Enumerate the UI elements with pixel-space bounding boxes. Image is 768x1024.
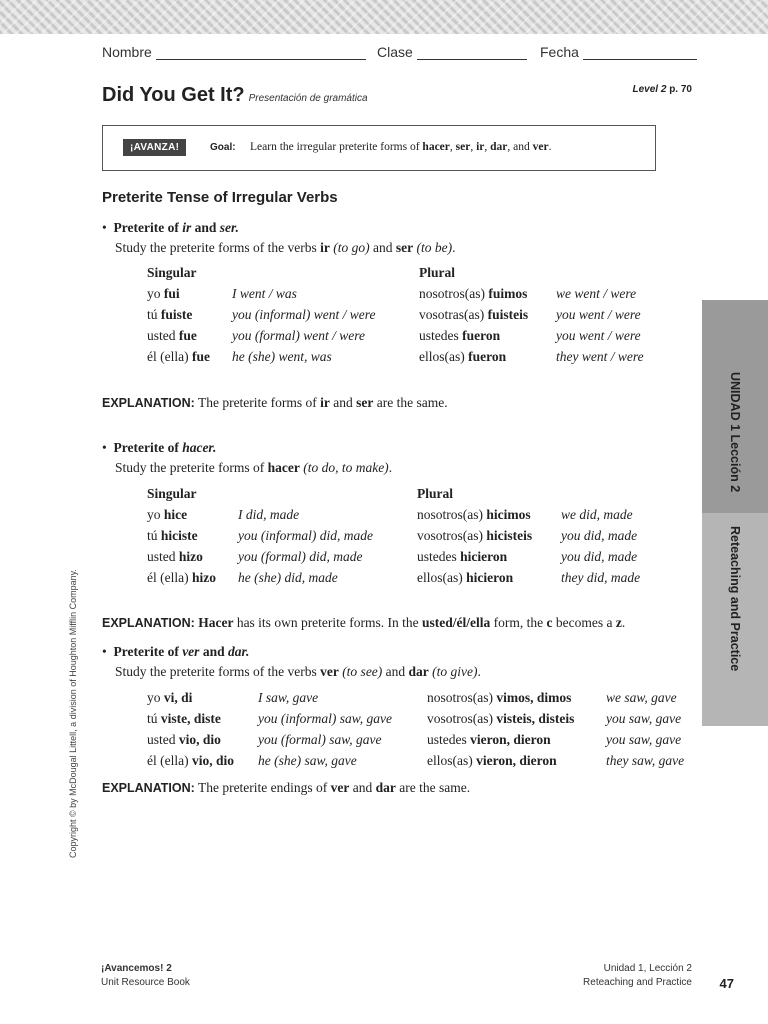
page-number: 47 — [719, 976, 734, 991]
ver-dar-study-ver-tr: (to see) — [338, 664, 383, 679]
side-tab-unit-label: UNIDAD 1 Lección 2 — [728, 372, 742, 493]
hacer-head-verb: hacer. — [182, 440, 217, 455]
bullet-dot: • — [102, 440, 107, 455]
plural-form — [427, 750, 557, 771]
singular-form — [147, 283, 180, 304]
plural-form — [419, 283, 527, 304]
ver-dar-heading — [102, 642, 481, 662]
hacer-study-end: . — [388, 460, 393, 475]
footer-resource: Unit Resource Book — [101, 977, 190, 988]
nombre-label: Nombre — [102, 44, 152, 60]
singular-translation: you (informal) did, made — [238, 528, 373, 543]
verb-form: vieron, dieron — [470, 732, 551, 747]
ver-dar-expl-end: are the same. — [395, 780, 471, 795]
hacer-study-verb: hacer — [267, 460, 300, 475]
hacer-bullet — [102, 438, 392, 478]
goal-text-a: Learn the irregular preterite forms of — [250, 141, 423, 153]
pronoun: ustedes — [427, 732, 471, 747]
verb-form: hizo — [178, 549, 203, 564]
goal-dar: dar — [490, 141, 508, 153]
ver-dar-expl-and: and — [349, 780, 376, 795]
plural-label: Plural — [419, 265, 455, 280]
ir-ser-study-a: Study the preterite forms of the verbs — [115, 240, 321, 255]
ver-dar-head-a: Preterite of — [113, 644, 183, 659]
avanza-badge: ¡AVANZA! — [123, 139, 186, 156]
verb-form: vieron, dieron — [476, 753, 557, 768]
conjugation-row — [147, 346, 667, 367]
pronoun: él (ella) — [147, 349, 192, 364]
pronoun: ellos(as) — [419, 349, 469, 364]
hacer-expl-hacer: Hacer — [194, 615, 234, 630]
ir-ser-head-ser: ser. — [219, 220, 239, 235]
ir-ser-study-ir: ir — [320, 240, 330, 255]
goal-text — [250, 141, 551, 153]
plural-form — [417, 567, 513, 588]
side-tab-section-label: Reteaching and Practice — [728, 526, 742, 672]
plural-form — [427, 708, 574, 729]
conjugation-row — [147, 546, 667, 567]
pronoun: ellos(as) — [417, 570, 467, 585]
ver-dar-table — [147, 687, 697, 771]
singular-translation: I did, made — [238, 507, 300, 522]
decorative-pattern-band — [0, 0, 768, 34]
hacer-study — [102, 458, 392, 478]
pronoun: yo — [147, 507, 164, 522]
explanation-label: EXPLANATION: — [102, 616, 195, 630]
verb-form: fueron — [468, 349, 507, 364]
pronoun: ustedes — [419, 328, 463, 343]
hacer-head-a: Preterite of — [113, 440, 183, 455]
conjugation-row — [147, 729, 697, 750]
singular-form — [147, 525, 198, 546]
verb-form: hiciste — [160, 528, 198, 543]
singular-translation: you (formal) went / were — [232, 328, 365, 343]
ver-dar-expl-ver: ver — [330, 780, 350, 795]
footer-section: Reteaching and Practice — [583, 977, 692, 988]
verb-form: fuisteis — [487, 307, 529, 322]
section-title: Preterite Tense of Irregular Verbs — [102, 189, 338, 206]
singular-form — [147, 750, 234, 771]
ir-ser-head-ir: ir — [182, 220, 192, 235]
ir-ser-heading — [102, 218, 455, 238]
singular-label: Singular — [147, 486, 197, 501]
ir-ser-head-and: and — [191, 220, 220, 235]
ver-dar-head-and: and — [199, 644, 228, 659]
goal-comma3: , — [484, 141, 491, 153]
verb-form: hicieron — [460, 549, 508, 564]
verb-form: fui — [163, 286, 180, 301]
ir-ser-study-end: . — [452, 240, 456, 255]
singular-translation: you (formal) saw, gave — [258, 732, 382, 747]
ver-dar-head-dar: dar. — [227, 644, 250, 659]
singular-translation: he (she) went, was — [232, 349, 332, 364]
verb-form: vio, dio — [178, 732, 221, 747]
pronoun: vosotros(as) — [417, 528, 487, 543]
ir-ser-study-ir-tr: (to go) — [329, 240, 370, 255]
pronoun: yo — [147, 690, 164, 705]
clase-field — [377, 44, 527, 60]
verb-form: fuimos — [488, 286, 528, 301]
ver-dar-study-end: . — [477, 664, 481, 679]
conjugation-row — [147, 325, 667, 346]
verb-form: hice — [163, 507, 188, 522]
pronoun: yo — [147, 286, 164, 301]
pronoun: ustedes — [417, 549, 461, 564]
pronoun: tú — [147, 711, 161, 726]
conjugation-row — [147, 304, 667, 325]
pronoun: nosotros(as) — [427, 690, 497, 705]
pronoun: usted — [147, 732, 179, 747]
ver-dar-study-dar: dar — [408, 664, 429, 679]
singular-form — [147, 729, 221, 750]
ir-ser-study — [102, 238, 455, 258]
level-page: p. 70 — [669, 84, 692, 95]
clase-line — [417, 46, 527, 60]
verb-form: fue — [178, 328, 197, 343]
nombre-line — [156, 46, 366, 60]
singular-translation: you (informal) saw, gave — [258, 711, 392, 726]
clase-label: Clase — [377, 44, 413, 60]
goal-comma1: , — [449, 141, 456, 153]
conjugation-row — [147, 567, 667, 588]
title-subtitle: Presentación de gramática — [248, 93, 368, 104]
verb-form: vio, dio — [191, 753, 234, 768]
fecha-field — [540, 44, 697, 60]
ir-ser-study-ser-tr: (to be) — [413, 240, 453, 255]
footer-right — [583, 962, 692, 990]
verb-form: viste, diste — [160, 711, 221, 726]
verb-form: hicisteis — [486, 528, 533, 543]
pronoun: nosotros(as) — [417, 507, 487, 522]
plural-translation: you did, made — [561, 528, 638, 543]
verb-form: fue — [191, 349, 210, 364]
goal-label: Goal: — [210, 142, 236, 153]
ver-dar-expl-dar: dar — [375, 780, 396, 795]
ir-ser-expl-a: The preterite forms of — [194, 395, 321, 410]
singular-form — [147, 546, 203, 567]
singular-label: Singular — [147, 265, 197, 280]
verb-form: hizo — [191, 570, 216, 585]
ver-dar-study-and: and — [382, 664, 409, 679]
footer-left — [101, 962, 190, 990]
plural-form — [417, 525, 532, 546]
singular-translation: you (informal) went / were — [232, 307, 376, 322]
singular-translation: he (she) did, made — [238, 570, 338, 585]
hacer-expl-a: has its own preterite forms. In the — [233, 615, 423, 630]
fecha-line — [583, 46, 697, 60]
plural-translation: we did, made — [561, 507, 633, 522]
singular-translation: you (formal) did, made — [238, 549, 363, 564]
hacer-expl-z: z — [615, 615, 622, 630]
verb-form: visteis, disteis — [496, 711, 575, 726]
level-label: Level 2 — [632, 84, 667, 95]
goal-ver: ver — [532, 141, 549, 153]
explanation-label: EXPLANATION: — [102, 781, 195, 795]
plural-translation: they did, made — [561, 570, 641, 585]
bullet-dot: • — [102, 220, 107, 235]
copyright-notice: Copyright © by McDougal Littell, a division of Houghton Mifflin Company. — [68, 569, 78, 858]
hacer-expl-becomes: becomes a — [552, 615, 616, 630]
goal-and: , and — [507, 141, 533, 153]
plural-translation: you saw, gave — [606, 732, 682, 747]
pronoun: nosotros(as) — [419, 286, 489, 301]
singular-form — [147, 504, 187, 525]
plural-form — [419, 325, 500, 346]
ir-ser-table-header — [147, 262, 667, 283]
verb-form: vi, di — [163, 690, 193, 705]
plural-translation: you did, made — [561, 549, 638, 564]
singular-translation: I saw, gave — [258, 690, 319, 705]
ver-dar-study-ver: ver — [320, 664, 339, 679]
ir-ser-study-ser: ser — [395, 240, 414, 255]
plural-translation: you saw, gave — [606, 711, 682, 726]
singular-translation: I went / was — [232, 286, 297, 301]
goal-hacer: hacer — [422, 141, 450, 153]
singular-form — [147, 346, 210, 367]
conjugation-row — [147, 687, 697, 708]
ir-ser-head-a: Preterite of — [113, 220, 183, 235]
plural-form — [419, 346, 506, 367]
level-reference — [633, 84, 693, 95]
hacer-heading — [102, 438, 392, 458]
conjugation-row — [147, 708, 697, 729]
goal-comma2: , — [470, 141, 477, 153]
footer-book: ¡Avancemos! 2 — [101, 963, 172, 974]
plural-form — [417, 504, 531, 525]
ver-dar-head-ver: ver — [182, 644, 200, 659]
verb-form: fuiste — [160, 307, 193, 322]
ir-ser-expl-ir: ir — [320, 395, 330, 410]
plural-translation: we went / were — [556, 286, 637, 301]
ir-ser-expl-and: and — [329, 395, 357, 410]
hacer-study-a: Study the preterite forms of — [115, 460, 268, 475]
plural-form — [427, 687, 571, 708]
verb-form: vimos, dimos — [496, 690, 572, 705]
hacer-explanation — [102, 615, 625, 631]
plural-translation: you went / were — [556, 307, 641, 322]
plural-translation: they went / were — [556, 349, 644, 364]
nombre-field — [102, 44, 366, 60]
page-title — [102, 84, 368, 107]
footer-unit: Unidad 1, Lección 2 — [603, 963, 692, 974]
pronoun: él (ella) — [147, 753, 192, 768]
ir-ser-expl-ser: ser — [356, 395, 374, 410]
title-main: Did You Get It? — [102, 84, 245, 106]
singular-form — [147, 687, 192, 708]
plural-translation: you went / were — [556, 328, 641, 343]
goal-ir: ir — [476, 141, 485, 153]
plural-label: Plural — [417, 486, 453, 501]
ver-dar-study — [102, 662, 481, 682]
verb-form: hicieron — [466, 570, 514, 585]
plural-translation: they saw, gave — [606, 753, 685, 768]
ver-dar-bullet — [102, 642, 481, 682]
singular-form — [147, 325, 197, 346]
conjugation-row — [147, 525, 667, 546]
verb-form: hicimos — [486, 507, 531, 522]
goal-box — [102, 125, 656, 171]
conjugation-row — [147, 750, 697, 771]
fecha-label: Fecha — [540, 44, 579, 60]
plural-form — [417, 546, 507, 567]
hacer-expl-b: form, the — [490, 615, 547, 630]
pronoun: vosotras(as) — [419, 307, 488, 322]
goal-ser: ser — [455, 141, 471, 153]
ir-ser-study-and: and — [369, 240, 396, 255]
conjugation-row — [147, 504, 667, 525]
goal-period: . — [548, 141, 552, 153]
singular-form — [147, 304, 192, 325]
plural-translation: we saw, gave — [606, 690, 677, 705]
hacer-expl-form: usted/él/ella — [422, 615, 491, 630]
verb-form: fueron — [462, 328, 501, 343]
ir-ser-explanation — [102, 395, 448, 411]
hacer-table — [147, 483, 667, 588]
hacer-expl-end: . — [621, 615, 626, 630]
pronoun: usted — [147, 549, 179, 564]
hacer-table-header — [147, 483, 667, 504]
pronoun: ellos(as) — [427, 753, 477, 768]
ir-ser-expl-end: are the same. — [373, 395, 448, 410]
explanation-label: EXPLANATION: — [102, 396, 195, 410]
plural-form — [419, 304, 528, 325]
hacer-expl-c: c — [546, 615, 553, 630]
ver-dar-expl-a: The preterite endings of — [194, 780, 331, 795]
ver-dar-explanation — [102, 780, 470, 796]
singular-form — [147, 567, 216, 588]
bullet-dot: • — [102, 644, 107, 659]
pronoun: tú — [147, 307, 161, 322]
ir-ser-bullet — [102, 218, 455, 258]
ver-dar-study-a: Study the preterite forms of the verbs — [115, 664, 321, 679]
pronoun: vosotros(as) — [427, 711, 497, 726]
pronoun: tú — [147, 528, 161, 543]
singular-form — [147, 708, 221, 729]
hacer-study-tr: (to do, to make) — [299, 460, 389, 475]
singular-translation: he (she) saw, gave — [258, 753, 357, 768]
ir-ser-table — [147, 262, 667, 367]
ver-dar-study-dar-tr: (to give) — [428, 664, 478, 679]
conjugation-row — [147, 283, 667, 304]
pronoun: él (ella) — [147, 570, 192, 585]
plural-form — [427, 729, 551, 750]
pronoun: usted — [147, 328, 179, 343]
